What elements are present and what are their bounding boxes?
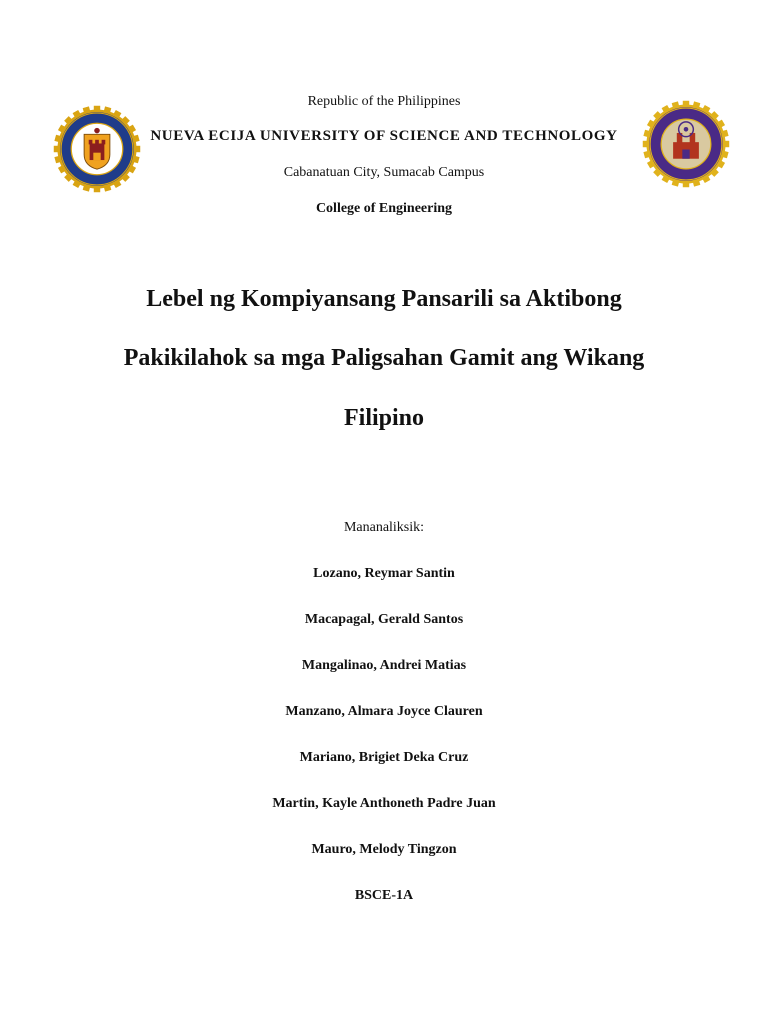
title-line-1: Lebel ng Kompiyansang Pansarili sa Aktibong (146, 286, 622, 312)
researcher-name: Mauro, Melody Tingzon (311, 842, 457, 857)
title-line-3: Filipino (343, 405, 425, 431)
researcher-name: Macapagal, Gerald Santos (304, 612, 464, 627)
university-name: NUEVA ECIJA UNIVERSITY OF SCIENCE AND TECHNOLOGY (150, 128, 618, 144)
researcher-name: Mariano, Brigiet Deka Cruz (299, 750, 469, 765)
university-seal-icon (51, 103, 143, 195)
researcher-name: Mangalinao, Andrei Matias (301, 658, 467, 673)
college-name: College of Engineering (315, 201, 453, 216)
researcher-name: Manzano, Almara Joyce Clauren (285, 704, 483, 719)
researcher-name: Lozano, Reymar Santin (313, 566, 455, 581)
republic-heading: Republic of the Philippines (307, 94, 461, 109)
section-code: BSCE-1A (354, 888, 414, 903)
title-line-2: Pakikilahok sa mga Paligsahan Gamit ang Wikang (123, 345, 645, 371)
researcher-name: Martin, Kayle Anthoneth Padre Juan (272, 796, 496, 811)
researchers-label: Mananaliksik: (343, 520, 425, 535)
campus-location: Cabanatuan City, Sumacab Campus (283, 165, 485, 180)
